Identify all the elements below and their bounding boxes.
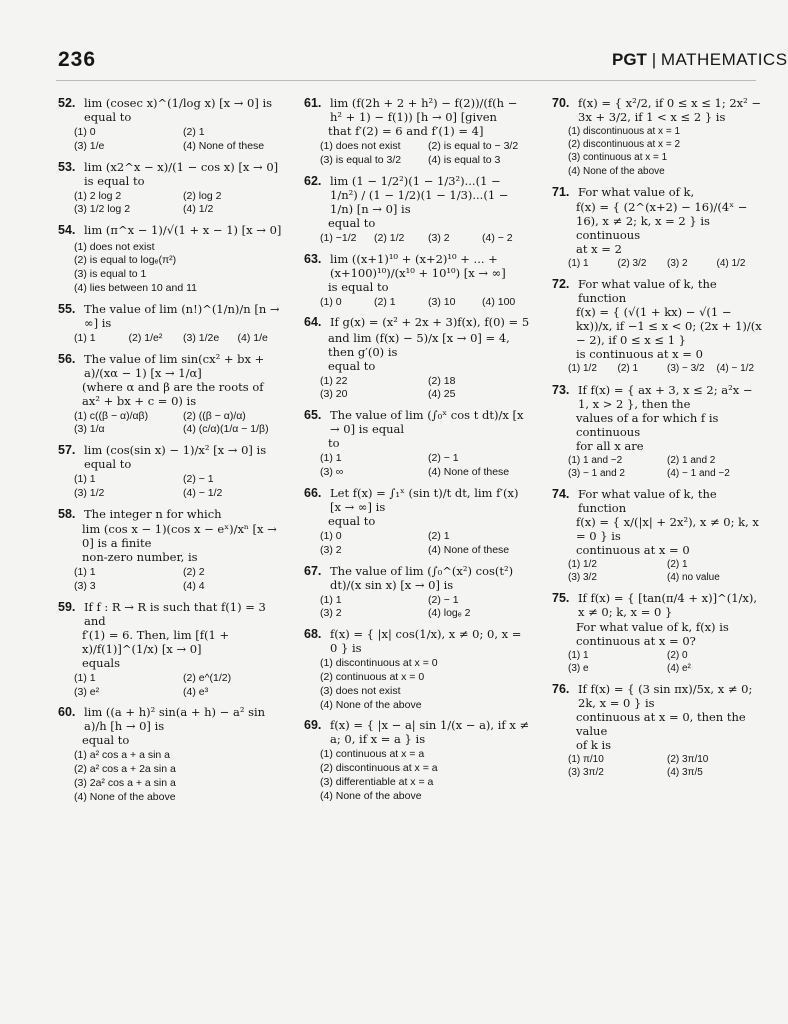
question-continuation: (where α and β are the roots of [82, 379, 264, 394]
answer-option: (4) None of these [183, 139, 265, 152]
answer-option: (3) 2a² cos a + a sin a [74, 777, 176, 789]
answer-option: (4) 25 [428, 388, 456, 401]
option-list [58, 410, 288, 437]
question-line [304, 252, 532, 280]
question-line [58, 507, 288, 522]
question [58, 507, 288, 593]
answer-option: (4) no value [667, 572, 720, 584]
question-line [58, 600, 288, 628]
answer-option: (4) − 1/2 [183, 487, 223, 499]
answer-option: (4) None of the above [320, 698, 422, 711]
column-middle [304, 96, 532, 810]
question-number: 72. [552, 277, 570, 292]
question-line [304, 96, 532, 124]
answer-option: (1) does not exist [74, 240, 155, 253]
question [58, 600, 288, 699]
question-continuation: f′(1) = 6. Then, lim [f(1 + x)/f(1)]^(1/x) [x → 0] [82, 627, 230, 656]
answer-option: (3) − 3/2 [667, 363, 705, 375]
question-stem: f(x) = { x²/2, if 0 ≤ x ≤ 1; 2x² − 3x + 3/2, if 1 < x ≤ 2 } is [578, 96, 762, 125]
answer-option: (1) discontinuous at x = 1 [568, 126, 681, 138]
answer-option: (2) 1 [617, 363, 639, 375]
answer-option: (2) ((β − α)/α) [183, 409, 246, 422]
answer-option: (3) 1/α [74, 423, 105, 436]
page-header [0, 0, 788, 90]
question [58, 443, 288, 500]
answer-option: (4) 1/e [237, 331, 268, 344]
answer-option: (1) 0 [320, 295, 342, 308]
question [552, 277, 762, 375]
answer-option: (2) 3/2 [617, 258, 647, 270]
question-continuation: continuous at x = 0 [576, 543, 690, 558]
answer-option: (2) 1 [428, 529, 450, 542]
answer-option: (3) 2 [320, 607, 342, 620]
question-line [552, 591, 762, 619]
question-stem: Let f(x) = ∫₁ˣ (sin t)/t dt, lim f′(x) [x → ∞] is [330, 485, 519, 514]
question-number: 76. [552, 681, 570, 696]
question-stem: lim ((a + h)² sin(a + h) − a² sin a)/h [h → 0] is [84, 705, 266, 734]
question-number: 68. [304, 627, 322, 642]
answer-option: (1) 1/2 [568, 363, 597, 375]
answer-option: (1) 2 log 2 [74, 189, 122, 202]
option-list [552, 126, 762, 178]
answer-option: (1) 1 and −2 [568, 454, 623, 466]
answer-option: (3) continuous at x = 1 [568, 152, 668, 164]
question-stem: lim (x2^x − x)/(1 − cos x) [x → 0] is equal to [84, 159, 279, 188]
answer-option: (3) e² [74, 685, 100, 698]
question [552, 96, 762, 178]
brand-name: PGT [612, 50, 647, 69]
answer-option: (4) − 1 and −2 [667, 467, 730, 479]
answer-option: (1) 1/2 [568, 559, 597, 571]
answer-option: (3) 10 [428, 295, 456, 308]
answer-option: (2) discontinuous at x = 2 [568, 139, 681, 151]
answer-option: (1) 1 [74, 331, 96, 344]
option-list [58, 473, 288, 500]
answer-option: (1) c((β − α)/αβ) [74, 409, 149, 422]
question-number: 53. [58, 159, 76, 174]
question-stem: lim ((x+1)¹⁰ + (x+2)¹⁰ + ... + (x+100)¹⁰)/(x¹⁰ + 10¹⁰) [x → ∞] [330, 251, 506, 280]
question-continuation: for all x are [576, 438, 644, 453]
question-number: 62. [304, 173, 322, 188]
question-continuation: lim (cos x − 1)(cos x − eˣ)/xⁿ [x → 0] is a finite [82, 522, 277, 551]
answer-option: (1) 0 [74, 126, 96, 139]
question-number: 71. [552, 184, 570, 199]
question-line [58, 223, 288, 238]
column-left [58, 96, 288, 811]
option-list [58, 241, 288, 295]
question [58, 160, 288, 217]
question-continuation: and lim (f(x) − 5)/x [x → 0] = 4, then g′(0) is [328, 330, 510, 359]
question-continuation: at x = 2 [576, 242, 622, 257]
answer-option: (2) continuous at x = 0 [320, 670, 425, 683]
option-list [304, 530, 532, 557]
question-continuation: f(x) = { (√(1 + kx) − √(1 − kx))/x, if −1 ≤ x < 0; (2x + 1)/(x − 2), if 0 ≤ x ≤ 1 } [576, 305, 762, 348]
answer-option: (3) 2 [428, 231, 450, 244]
option-list [552, 650, 762, 675]
answer-option: (1) 1 [568, 258, 589, 270]
question-stem: lim (f(2h + 2 + h²) − f(2))/(f(h − h² + 1) − f(1)) [h → 0] [given [330, 96, 518, 125]
question-continuation: equal to [328, 358, 376, 373]
answer-option: (2) − 1 [428, 593, 459, 606]
question-stem: The value of lim (∫₀^(x²) cos(t²) dt)/(x sin x) [x → 0] is [330, 563, 514, 592]
question-number: 55. [58, 301, 76, 316]
answer-option: (4) e³ [183, 685, 209, 698]
question-number: 70. [552, 96, 570, 110]
answer-option: (2) discontinuous at x = a [320, 762, 438, 775]
question-number: 67. [304, 563, 322, 578]
answer-option: (1) 1 [568, 649, 589, 661]
question [552, 591, 762, 674]
answer-option: (3) 1/2 [74, 487, 105, 499]
question [58, 96, 288, 153]
question-continuation: f(x) = { x/(|x| + 2x²), x ≠ 0; k, x = 0 } is [576, 515, 759, 544]
question-line [552, 277, 762, 305]
question-stem: f(x) = { |x| cos(1/x), x ≠ 0; 0, x = 0 } is [330, 627, 522, 656]
question-stem: If f(x) = { [tan(π/4 + x)]^(1/x), x ≠ 0; k, x = 0 } [578, 591, 758, 620]
answer-option: (2) log 2 [183, 189, 222, 202]
answer-option: (4) 3π/5 [667, 767, 703, 779]
question [304, 252, 532, 309]
question [552, 383, 762, 480]
answer-option: (1) discontinuous at x = 0 [320, 657, 438, 670]
question-continuation: to [328, 436, 340, 451]
answer-option: (3) differentiable at x = a [320, 775, 434, 788]
running-head [612, 50, 788, 70]
question-stem: The value of lim (∫₀ˣ cos t dt)/x [x → 0] is equal [330, 408, 524, 437]
question [552, 185, 762, 271]
answer-option: (3) 20 [320, 388, 348, 401]
question-stem: lim (1 − 1/2²)(1 − 1/3²)...(1 − 1/n²) / (1 − 1/2)(1 − 1/3)...(1 − 1/n) [n → 0] is [330, 173, 509, 216]
question-number: 56. [58, 351, 76, 366]
option-list [304, 140, 532, 167]
question-number: 63. [304, 251, 322, 266]
question-number: 60. [58, 705, 76, 720]
question-line [304, 718, 532, 746]
answer-option: (4) e² [667, 662, 691, 674]
option-list [304, 748, 532, 802]
question-number: 59. [58, 599, 76, 614]
question-line [304, 486, 532, 514]
question [304, 627, 532, 711]
answer-option: (4) 1/2 [183, 203, 214, 216]
answer-option: (3) 1/e [74, 139, 105, 152]
question [552, 682, 762, 779]
option-list [58, 332, 288, 345]
question-number: 75. [552, 591, 570, 606]
answer-option: (4) None of these [428, 466, 510, 479]
question-continuation: continuous at x = 0? [576, 633, 696, 648]
question-number: 58. [58, 506, 76, 521]
answer-option: (4) 1/2 [716, 258, 746, 270]
question-stem: lim (π^x − 1)/√(1 + x − 1) [x → 0] [84, 223, 282, 238]
question [552, 487, 762, 584]
answer-option: (2) 1 and 2 [667, 454, 716, 466]
question-continuation: non-zero number, is [82, 550, 198, 565]
option-list [552, 258, 762, 270]
question-continuation: is equal to [328, 279, 389, 294]
answer-option: (3) 3 [74, 579, 96, 592]
answer-option: (3) does not exist [320, 684, 401, 697]
question-line [552, 682, 762, 710]
answer-option: (1) −1/2 [320, 231, 357, 244]
question-line [58, 705, 288, 733]
option-list [552, 559, 762, 584]
option-list [58, 190, 288, 217]
answer-option: (1) a² cos a + a sin a [74, 749, 171, 762]
option-list [552, 754, 762, 779]
question-line [304, 408, 532, 436]
question [58, 705, 288, 803]
question [304, 718, 532, 802]
answer-option: (4) None of the above [320, 789, 422, 802]
question-continuation: equal to [328, 215, 376, 230]
option-list [304, 375, 532, 402]
question-line [58, 96, 288, 124]
answer-option: (2) 18 [428, 374, 456, 387]
question-stem: The value of lim sin(cx² + bx + a)/(xα − 1) [x → 1/α] [84, 351, 265, 380]
question-line [58, 352, 288, 380]
answer-option: (2) 1/2 [374, 231, 405, 244]
answer-option: (4) − 2 [482, 231, 513, 244]
question [304, 96, 532, 167]
question-continuation: equal to [328, 513, 376, 528]
question-continuation: For what value of k, f(x) is [576, 619, 729, 634]
question-stem: lim (cos(sin x) − 1)/x² [x → 0] is equal to [84, 443, 267, 472]
answer-option: (4) lies between 10 and 11 [74, 281, 197, 294]
question [304, 408, 532, 479]
question-number: 73. [552, 382, 570, 397]
question [304, 564, 532, 621]
question-stem: If f(x) = { (3 sin πx)/5x, x ≠ 0; 2k, x = 0 } is [578, 681, 753, 710]
question-continuation: of k is [576, 737, 612, 752]
column-right [552, 96, 762, 786]
option-list [58, 749, 288, 803]
answer-option: (1) 0 [320, 529, 342, 542]
answer-option: (1) 1 [74, 566, 96, 579]
question [58, 302, 288, 345]
question-line [552, 96, 762, 124]
answer-option: (2) is equal to − 3/2 [428, 140, 519, 153]
question-line [552, 487, 762, 515]
question-stem: The value of lim (n!)^(1/n)/n [n → ∞] is [84, 301, 280, 330]
question-line [58, 302, 288, 330]
question-continuation: continuous at x = 0, then the value [576, 709, 746, 738]
answer-option: (4) None of the above [74, 790, 176, 803]
answer-option: (2) a² cos a + 2a sin a [74, 763, 176, 776]
question-number: 65. [304, 408, 322, 423]
question-continuation: equal to [82, 733, 130, 748]
answer-option: (3) is equal to 1 [74, 268, 147, 281]
question-line [304, 564, 532, 592]
header-separator: | [651, 50, 657, 69]
option-list [58, 672, 288, 699]
option-list [304, 594, 532, 621]
question-number: 61. [304, 96, 322, 110]
option-list [552, 455, 762, 480]
question-line [58, 160, 288, 188]
answer-option: (2) 1 [374, 295, 396, 308]
question-continuation: is continuous at x = 0 [576, 347, 703, 362]
answer-option: (2) 1/e² [128, 331, 163, 344]
question-stem: For what value of k, the function [578, 277, 717, 306]
answer-option: (3) 1/2 log 2 [74, 203, 131, 216]
answer-option: (3) is equal to 3/2 [320, 153, 402, 166]
page-number: 236 [58, 48, 97, 71]
question-number: 69. [304, 718, 322, 733]
question [58, 223, 288, 294]
answer-option: (1) does not exist [320, 140, 401, 153]
question [304, 486, 532, 557]
answer-option: (3) e [568, 662, 589, 674]
question [304, 315, 532, 401]
answer-option: (4) − 1/2 [716, 363, 755, 375]
answer-option: (2) 2 [183, 566, 205, 579]
answer-option: (3) 1/2e [183, 331, 220, 344]
question-stem: For what value of k, [578, 184, 695, 199]
question-continuation: equals [82, 655, 121, 670]
answer-option: (2) − 1 [183, 473, 214, 486]
question-stem: f(x) = { |x − a| sin 1/(x − a), if x ≠ a; 0, if x = a } is [330, 718, 530, 747]
question-continuation: that f′(2) = 6 and f′(1) = 4] [328, 124, 484, 139]
question-line [304, 315, 532, 330]
answer-option: (3) 3/2 [568, 572, 597, 584]
answer-option: (4) 100 [482, 295, 516, 308]
answer-option: (3) − 1 and 2 [568, 467, 625, 479]
option-list [304, 296, 532, 309]
answer-option: (1) 1 [74, 671, 96, 684]
question-stem: The integer n for which [84, 506, 222, 521]
answer-option: (1) 22 [320, 374, 348, 387]
option-list [58, 566, 288, 593]
answer-option: (2) e^(1/2) [183, 671, 232, 684]
answer-option: (1) 1 [320, 593, 342, 606]
answer-option: (4) is equal to 3 [428, 153, 501, 166]
answer-option: (2) 0 [667, 649, 688, 661]
question [58, 352, 288, 437]
answer-option: (1) 1 [74, 473, 96, 486]
option-list [304, 232, 532, 245]
answer-option: (4) None of the above [568, 165, 665, 177]
header-rule [56, 80, 756, 81]
answer-option: (4) None of these [428, 543, 510, 556]
question-line [58, 443, 288, 471]
answer-option: (3) ∞ [320, 466, 344, 479]
question-line [304, 627, 532, 655]
question-stem: lim (cosec x)^(1/log x) [x → 0] is equal to [84, 96, 273, 125]
question-number: 54. [58, 223, 76, 238]
question-continuation: ax² + bx + c = 0) is [82, 393, 197, 408]
question-number: 66. [304, 485, 322, 500]
question-stem: If f(x) = { ax + 3, x ≤ 2; a²x − 1, x > 2 }, then the [578, 382, 753, 411]
answer-option: (3) 2 [320, 543, 342, 556]
option-list [304, 452, 532, 479]
answer-option: (4) 4 [183, 579, 205, 592]
option-list [304, 657, 532, 711]
answer-option: (4) logₑ 2 [428, 607, 471, 620]
answer-option: (4) (c/α)(1/α − 1/β) [183, 423, 269, 436]
question-continuation: values of a for which f is continuous [576, 410, 719, 439]
question-line [304, 174, 532, 216]
answer-option: (2) 1 [667, 559, 688, 571]
answer-option: (2) − 1 [428, 452, 459, 465]
question-stem: If f : R → R is such that f(1) = 3 and [84, 599, 266, 628]
option-list [58, 126, 288, 153]
question-number: 57. [58, 443, 76, 458]
question-line [552, 383, 762, 411]
question-line [552, 185, 762, 200]
question-stem: For what value of k, the function [578, 487, 717, 516]
answer-option: (2) 3π/10 [667, 753, 709, 765]
answer-option: (2) 1 [183, 126, 205, 139]
answer-option: (2) is equal to logₑ(π²) [74, 254, 177, 267]
answer-option: (1) continuous at x = a [320, 748, 425, 761]
question-stem: If g(x) = (x² + 2x + 3)f(x), f(0) = 5 [330, 315, 530, 330]
question-number: 64. [304, 315, 322, 330]
option-list [552, 363, 762, 375]
question [304, 174, 532, 245]
answer-option: (1) π/10 [568, 753, 604, 765]
answer-option: (3) 3π/2 [568, 767, 604, 779]
question-number: 74. [552, 487, 570, 502]
answer-option: (3) 2 [667, 258, 688, 270]
subject-title: MATHEMATICS [660, 50, 788, 69]
question-number: 52. [58, 96, 76, 110]
answer-option: (1) 1 [320, 452, 342, 465]
question-continuation: f(x) = { (2^(x+2) − 16)/(4ˣ − 16), x ≠ 2; k, x = 2 } is continuous [576, 200, 748, 243]
